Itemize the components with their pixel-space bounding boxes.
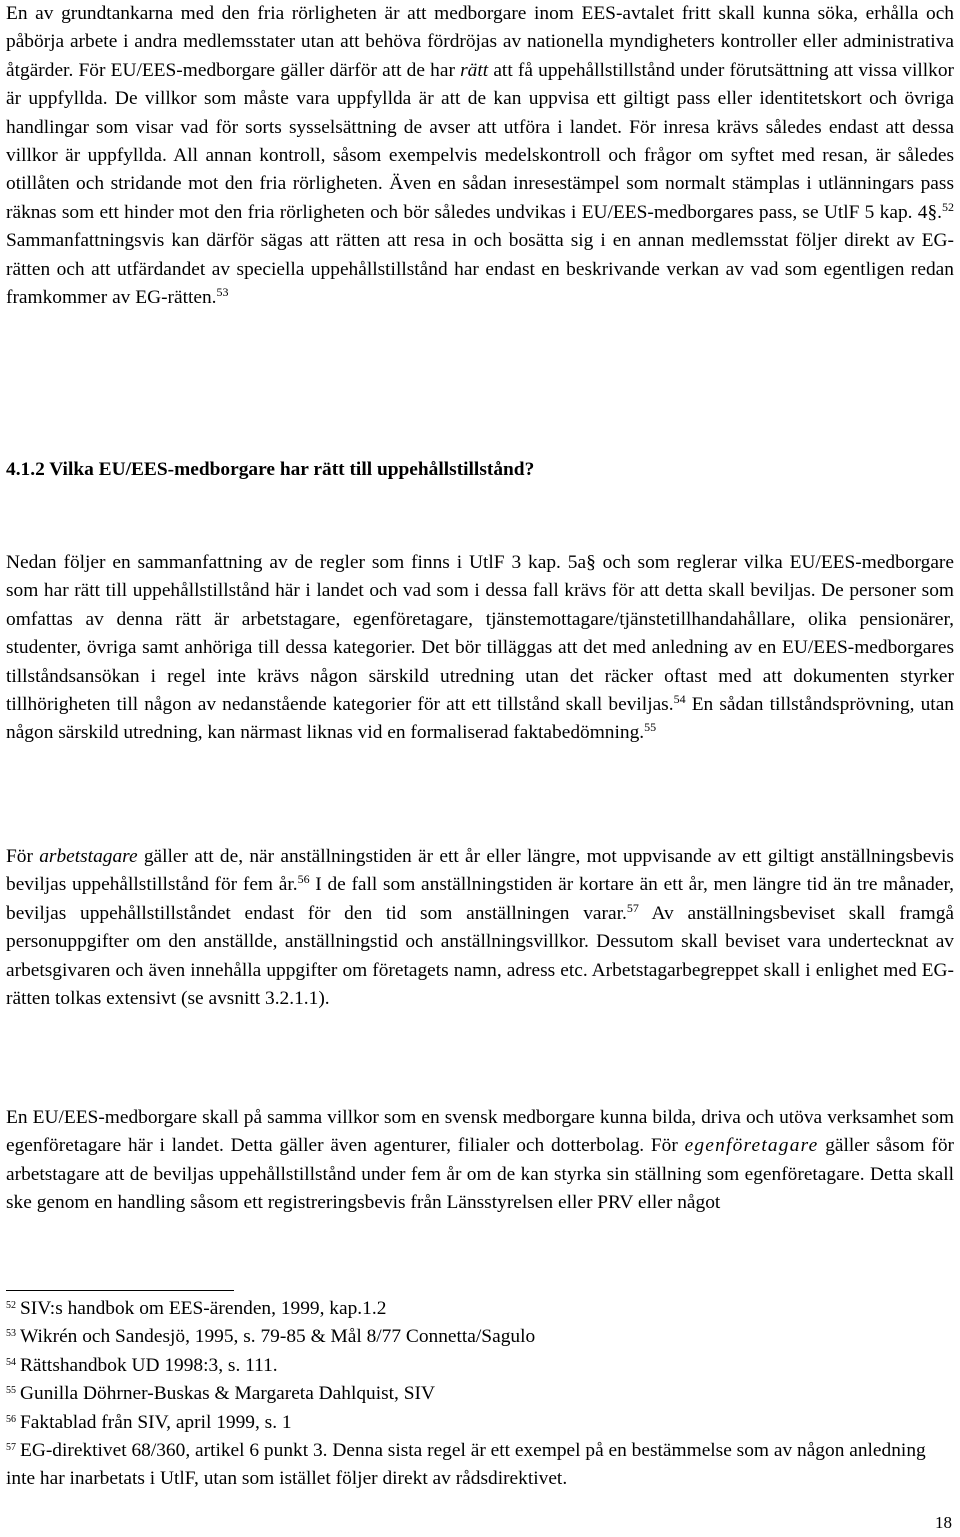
footnote-55	[6, 1380, 954, 1408]
footnote-ref-54[interactable]: 54	[673, 692, 686, 707]
footnote-number: 56	[6, 1413, 16, 1425]
p3-emphasis-arbetstagare: arbetstagare	[39, 846, 138, 867]
p3-text-1: För	[6, 846, 40, 867]
footnote-divider	[6, 1290, 234, 1291]
footnote-text: EG-direktivet 68/360, artikel 6 punkt 3. Denna sista regel är ett exempel på en bestämmelse som av någon anledning inte har inarbetats i UtlF, utan som istället följer direkt av rådsdirektivet.	[6, 1440, 926, 1490]
footnote-ref-52[interactable]: 52	[942, 199, 954, 214]
p2-text-2: En sådan tillståndsprövning, utan någon särskild utredning, kan närmast liknas vid en formaliserad faktabedömning.	[6, 694, 954, 744]
p4-text-2: gäller såsom för arbetstagare att de beviljas uppehållstillstånd under fem år om de kan styrka sin ställning som egenföretagare. Detta skall ske genom en handling såsom ett registreringsbevis från Länsstyrelsen eller PRV eller något	[6, 1135, 954, 1214]
p2-text-1: Nedan följer en sammanfattning av de regler som finns i UtlF 3 kap. 5a§ och som reglerar vilka EU/EES-medborgare som har rätt till uppehållstillstånd här i landet och vad som i dessa fall krävs för att detta skall beviljas. De personer som omfattas av denna rätt är arbetstagare, egenföretagare, tjänstemottagare/tjänstetillhandahållare, olika pensionärer, studenter, övriga samt anhöriga till dessa kategorier. Det bör tilläggas att det med anledning av en EU/EES-medborgares tillståndsansökan i regel inte krävs någon särskild utredning utan det räcker oftast med att dokumenten styrker tillhörigheten till någon av nedanstående kategorier för att ett tillstånd skall beviljas.	[6, 552, 954, 716]
paragraph-free-movement	[6, 0, 954, 312]
footnote-ref-53[interactable]: 53	[216, 285, 229, 300]
footnote-number: 57	[6, 1442, 16, 1454]
p4-text-1: En EU/EES-medborgare skall på samma villkor som en svensk medborgare kunna bilda, driva och utöva verksamhet som egenföretagare här i landet. Detta gäller även agenturer, filialer och dotterbolag. För	[6, 1107, 954, 1157]
footnote-number: 53	[6, 1328, 16, 1340]
p1-text-1: En av grundtankarna med den fria rörligheten är att medborgare inom EES-avtalet fritt skall kunna söka, erhålla och påbörja arbete i andra medlemsstater utan att behöva fördröjas av nationella myndigheters kontroller eller administrativa åtgärder. För EU/EES-medborgare gäller därför att de har	[6, 3, 954, 81]
p1-text-3: Sammanfattningsvis kan därför sägas att rätten att resa in och bosätta sig i en annan medlemsstat följer direkt av EG-rätten och att utfärdandet av speciella uppehållstillstånd har endast en beskrivande verkan av vad som egentligen redan framkommer av EG-rätten.	[6, 230, 954, 309]
p1-emphasis-ratt: rätt	[460, 59, 489, 81]
page-number: 18	[935, 1513, 952, 1532]
footnote-number: 54	[6, 1356, 16, 1368]
p4-emphasis-egenforetagare: egenföretagare	[684, 1135, 819, 1157]
footnote-text: Wikrén och Sandesjö, 1995, s. 79-85 & Mål 8/77 Connetta/Sagulo	[20, 1326, 536, 1348]
footnote-text: Faktablad från SIV, april 1999, s. 1	[20, 1411, 292, 1433]
footnote-text: Gunilla Döhrner-Buskas & Margareta Dahlquist, SIV	[20, 1383, 435, 1405]
footnote-number: 55	[6, 1385, 16, 1397]
footnote-54	[6, 1352, 954, 1380]
paragraph-self-employed	[6, 1104, 954, 1218]
footnote-53	[6, 1323, 954, 1351]
footnotes	[6, 1295, 954, 1494]
p3-text-4: Av anställningsbeviset skall framgå personuppgifter om den anställde, anställningstid och anställningsvillkor. Dessutom skall beviset vara undertecknat av arbetsgivaren och även innehålla uppgifter om företagets namn, adress etc. Arbetstagarbegreppet skall i enlighet med EG-rätten tolkas extensivt (se avsnitt 3.2.1.1).	[6, 902, 955, 1010]
paragraph-summary	[6, 549, 954, 748]
p3-text-3: I de fall som anställningstiden är kortare än ett år, men längre tid än tre månader, beviljas uppehållstillståndet endast för den tid som anställningen varar.	[6, 874, 954, 924]
p3-text-2: gäller att de, när anställningstiden är ett år eller längre, mot uppvisande av ett giltigt anställningsbevis beviljas uppehållstillstånd för fem år.	[6, 846, 954, 896]
footnote-ref-55[interactable]: 55	[644, 720, 657, 735]
footnote-56	[6, 1409, 954, 1437]
footnote-ref-56[interactable]: 56	[297, 872, 310, 887]
footnote-ref-57[interactable]: 57	[626, 900, 639, 915]
section-heading: 4.1.2 Vilka EU/EES-medborgare har rätt till uppehållstillstånd?	[6, 459, 535, 480]
footnote-text: Rättshandbok UD 1998:3, s. 111.	[20, 1354, 278, 1376]
p1-text-2: att få uppehållstillstånd under förutsättning att vissa villkor är uppfyllda. De villkor som måste vara uppfyllda är att de kan uppvisa ett giltigt pass eller identitetskort och övriga handlingar som visar vad för sorts sysselsättning de avser att utföra i landet. För inresa krävs således endast att dessa villkor är uppfyllda. All annan kontroll, såsom exempelvis medelskontroll och frågor om syftet med resan, är således otillåten och stridande mot den fria rörligheten. Även en sådan inresestämpel som normalt stämplas i utlänningars pass räknas som ett hinder mot den fria rörligheten och bör således undvikas i EU/EES-medborgares pass, se UtlF 5 kap. 4§.	[6, 59, 954, 223]
footnote-text: SIV:s handbok om EES-ärenden, 1999, kap.1.2	[20, 1298, 387, 1319]
paragraph-workers	[6, 843, 954, 1013]
footnote-57	[6, 1437, 954, 1494]
footnote-52	[6, 1295, 954, 1323]
footnote-number: 52	[6, 1300, 16, 1311]
